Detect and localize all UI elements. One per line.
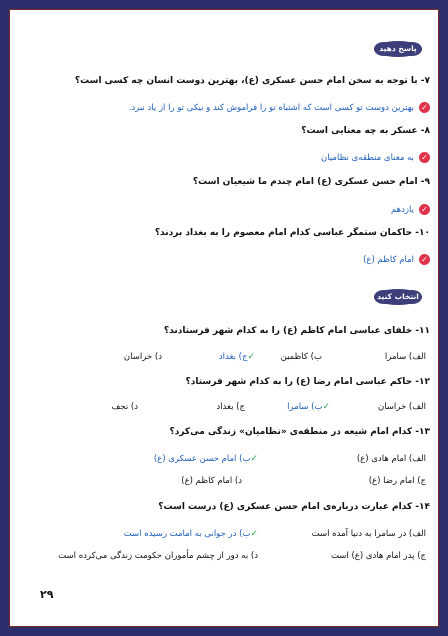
option-11-c-correct — [219, 352, 255, 362]
check-icon: ✓ — [419, 102, 430, 113]
answer-8-text: به معنای منطقه‌ی نظامیان — [321, 153, 414, 163]
option-14-a: الف) در سامرا به دنیا آمده است — [311, 529, 426, 539]
option-14-b: ب) در جوانی به امامت رسیده است — [123, 529, 251, 539]
section-badge-choose — [372, 288, 424, 306]
checkmark-icon: ✓ — [250, 454, 258, 464]
options-12 — [18, 402, 430, 416]
question-8: ۸- عسکر به چه معنایی است؟ — [301, 126, 430, 136]
question-11: ۱۱- خلفای عباسی امام کاظم (ع) را به کدام شهر فرستادند؟ — [163, 326, 430, 336]
question-7: ۷- با توجه به سخن امام حسن عسکری (ع)، بهترین دوست انسان چه کسی است؟ — [74, 76, 430, 86]
option-13-b-correct — [154, 454, 258, 464]
check-icon: ✓ — [419, 254, 430, 265]
option-12-a: الف) خراسان — [377, 402, 426, 412]
option-11-b: ب) کاظمین — [280, 352, 322, 362]
section-badge-answer — [372, 40, 424, 58]
option-11-d: د) خراسان — [123, 352, 162, 362]
option-12-d: د) نجف — [111, 402, 138, 412]
question-13: ۱۳- کدام امام شیعه در منطقه‌ی «نظامیان» زندگی می‌کرد؟ — [169, 427, 430, 437]
option-11-c: ج) بغداد — [218, 352, 248, 362]
option-13-a: الف) امام هادی (ع) — [356, 454, 426, 464]
options-14-row1 — [18, 529, 430, 543]
option-12-c: ج) بغداد — [216, 402, 245, 412]
options-13-row1 — [18, 454, 430, 468]
option-14-c: ج) پدر امام هادی (ع) است — [330, 551, 426, 561]
answer-9-text: یازدهم — [391, 205, 414, 215]
checkmark-icon: ✓ — [250, 529, 258, 539]
option-13-c: ج) امام رضا (ع) — [368, 476, 426, 486]
answer-10 — [18, 254, 430, 265]
check-icon: ✓ — [419, 152, 430, 163]
section-badge-answer-label: پاسخ دهید — [379, 44, 417, 53]
option-14-d: د) به دور از چشم مأموران حکومت زندگی می‌کرده است — [58, 551, 258, 561]
worksheet — [18, 18, 430, 618]
option-13-b: ب) امام حسن عسکری (ع) — [153, 454, 251, 464]
answer-9 — [18, 204, 430, 215]
answer-7 — [18, 102, 430, 113]
checkmark-icon: ✓ — [247, 352, 255, 362]
question-14: ۱۴- کدام عبارت درباره‌ی امام حسن عسکری (ع) درست است؟ — [158, 502, 430, 512]
section-badge-choose-label: انتخاب کنید — [377, 292, 419, 301]
options-14-row2 — [18, 551, 430, 565]
checkmark-icon: ✓ — [322, 402, 330, 412]
options-11 — [18, 352, 430, 366]
question-9: ۹- امام حسن عسکری (ع) امام چندم ما شیعیان است؟ — [192, 177, 430, 187]
check-icon: ✓ — [419, 204, 430, 215]
answer-7-text: بهترین دوست تو کسی است که اشتباه تو را فراموش کند و نیکی تو را از یاد نبرد. — [128, 103, 414, 113]
option-14-b-correct — [124, 529, 258, 539]
page-number: ۲۹ — [40, 588, 54, 601]
option-11-a: الف) سامرا — [384, 352, 426, 362]
option-13-d: د) امام کاظم (ع) — [181, 476, 242, 486]
options-13-row2 — [18, 476, 430, 490]
option-12-b: ب) سامرا — [287, 402, 323, 412]
answer-10-text: امام کاظم (ع) — [363, 255, 414, 265]
question-10: ۱۰- حاکمان ستمگر عباسی کدام امام معصوم را به بغداد بردند؟ — [154, 228, 430, 238]
option-12-b-correct — [287, 402, 330, 412]
answer-8 — [18, 152, 430, 163]
question-12: ۱۲- حاکم عباسی امام رضا (ع) را به کدام شهر فرستاد؟ — [185, 377, 430, 387]
